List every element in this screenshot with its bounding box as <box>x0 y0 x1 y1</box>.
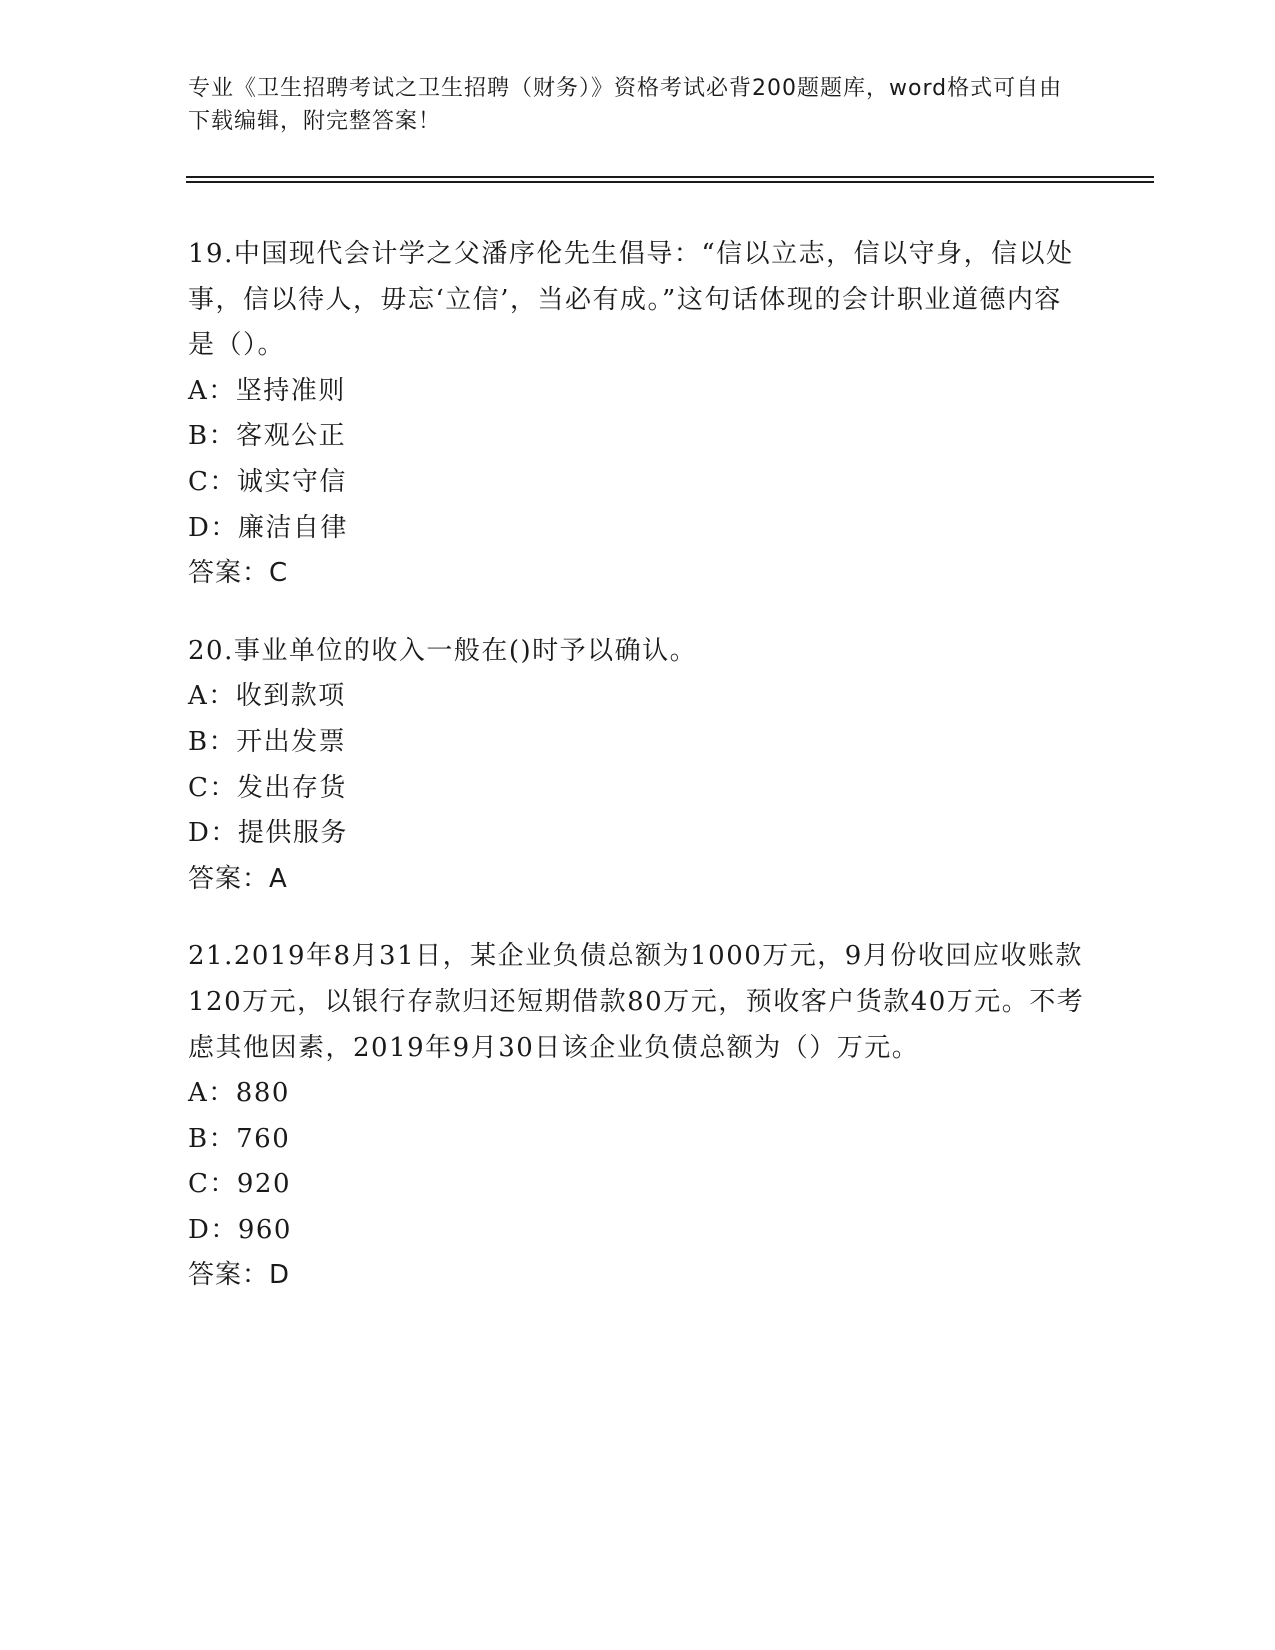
question-stem: 20.事业单位的收入一般在()时予以确认。 <box>188 635 698 666</box>
answer-line: 答案：C <box>188 558 289 589</box>
option-c: C：920 <box>188 1169 292 1200</box>
option-b: B：760 <box>188 1123 291 1154</box>
option-d: D：960 <box>188 1214 292 1245</box>
answer-line: 答案：A <box>188 863 288 894</box>
answer-line: 答案：D <box>188 1260 291 1291</box>
question-21 <box>188 934 1088 1299</box>
option-a: A：收到款项 <box>188 681 346 712</box>
option-d: D：廉洁自律 <box>188 512 348 543</box>
question-stem: 19.中国现代会计学之父潘序伦先生倡导：“信以立志，信以守身，信以处事，信以待人，毋忘‘立信’，当必有成。”这句话体现的会计职业道德内容是（）。 <box>188 239 1074 361</box>
header-divider-bottom <box>186 181 1154 183</box>
option-a: A：880 <box>188 1078 290 1109</box>
question-19 <box>188 232 1088 597</box>
question-list <box>188 232 1088 1331</box>
question-stem: 21.2019年8月31日，某企业负债总额为1000万元，9月份收回应收账款120万元，以银行存款归还短期借款80万元，预收客户货款40万元。不考虑其他因素，2019年9月30日该企业负债总额为（）万元。 <box>188 941 1085 1063</box>
document-header: 专业《卫生招聘考试之卫生招聘（财务）》资格考试必背200题题库，word格式可自由下载编辑，附完整答案！ <box>188 76 1063 134</box>
question-20 <box>188 629 1088 903</box>
option-b: B：开出发票 <box>188 726 347 757</box>
option-d: D：提供服务 <box>188 818 348 849</box>
option-c: C：诚实守信 <box>188 466 347 497</box>
option-c: C：发出存货 <box>188 772 347 803</box>
option-b: B：客观公正 <box>188 421 347 452</box>
header-divider-top <box>186 176 1154 178</box>
option-a: A：坚持准则 <box>188 375 346 406</box>
